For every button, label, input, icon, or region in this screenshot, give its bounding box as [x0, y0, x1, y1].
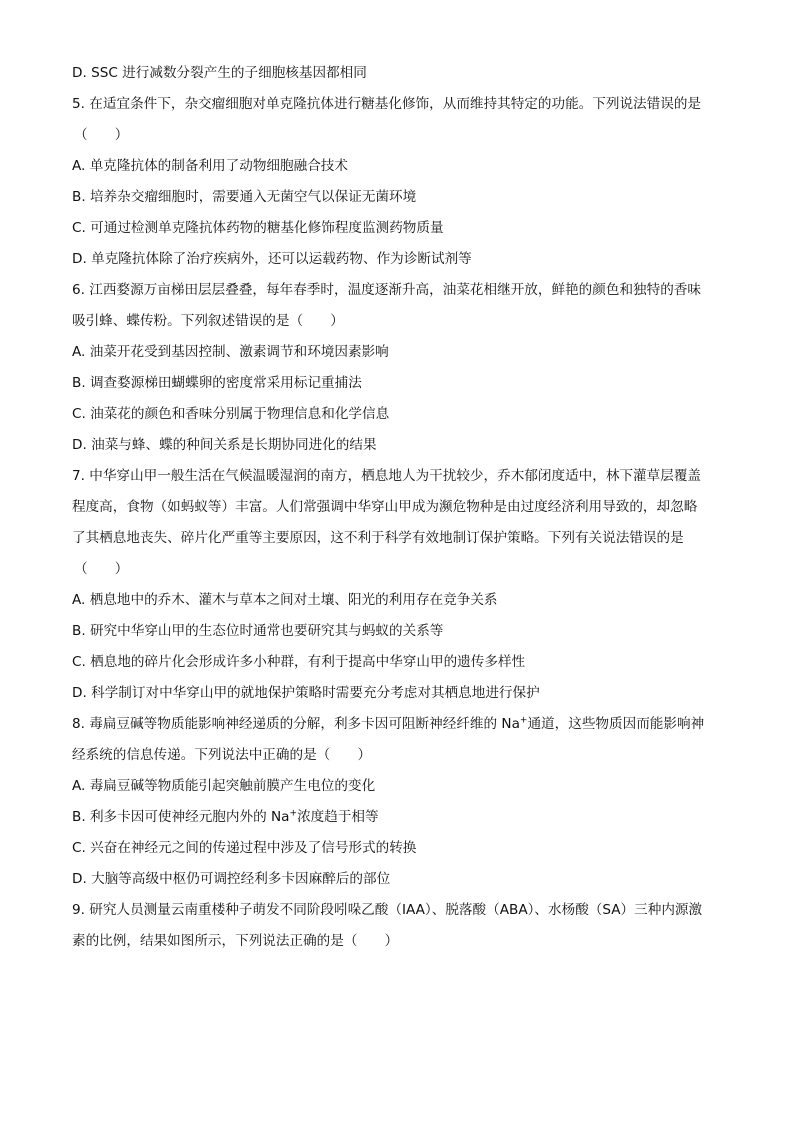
- question-5: [72, 89, 724, 275]
- q7-stem-line-3: 了其栖息地丧失、碎片化严重等主要原因，这不利于科学有效地制订保护策略。下列有关说法错误的是: [72, 530, 684, 546]
- q6-option-d: D. 油菜与蜂、蝶的种间关系是长期协同进化的结果: [72, 437, 377, 453]
- q6-option-a: A. 油菜开花受到基因控制、激素调节和环境因素影响: [72, 344, 389, 360]
- q5-answer-bracket: （ ）: [74, 127, 129, 143]
- q5-option-c: C. 可通过检测单克隆抗体药物的糖基化修饰程度监测药物质量: [72, 220, 444, 236]
- q8-na-superscript: +: [519, 715, 528, 726]
- q5-stem-line-1: 5. 在适宜条件下，杂交瘤细胞对单克隆抗体进行糖基化修饰，从而维持其特定的功能。下列说法错误的是: [72, 96, 702, 112]
- q8-stem-part-1: 8. 毒扁豆碱等物质能影响神经递质的分解，利多卡因可阻断神经纤维的 Na: [72, 716, 520, 732]
- q6-option-c: C. 油菜花的颜色和香味分别属于物理信息和化学信息: [72, 406, 390, 422]
- q8-option-b-superscript: +: [289, 808, 298, 819]
- q8-stem-line-2: 经系统的信息传递。下列说法中正确的是（ ）: [72, 747, 372, 763]
- q8-stem-line-1: [72, 709, 724, 740]
- q8-stem-part-2: 通道，这些物质因而能影响神: [527, 716, 705, 732]
- q7-stem-line-2: 程度高，食物（如蚂蚁等）丰富。人们常强调中华穿山甲成为濒危物种是由过度经济利用导致的，却忽略: [72, 499, 698, 515]
- q7-option-d: D. 科学制订对中华穿山甲的就地保护策略时需要充分考虑对其栖息地进行保护: [72, 685, 540, 701]
- q8-option-c: C. 兴奋在神经元之间的传递过程中涉及了信号形式的转换: [72, 840, 417, 856]
- question-6: [72, 275, 724, 461]
- q6-option-b: B. 调查婺源梯田蝴蝶卵的密度常采用标记重捕法: [72, 375, 362, 391]
- q8-option-d: D. 大脑等高级中枢仍可调控经利多卡因麻醉后的部位: [72, 871, 391, 887]
- q5-option-b: B. 培养杂交瘤细胞时，需要通入无菌空气以保证无菌环境: [72, 189, 417, 205]
- question-7: [72, 461, 724, 709]
- q8-option-b: [72, 802, 724, 833]
- q7-option-c: C. 栖息地的碎片化会形成许多小种群，有利于提高中华穿山甲的遗传多样性: [72, 654, 526, 670]
- q8-option-b-part-2: 浓度趋于相等: [297, 809, 379, 825]
- question-8: [72, 709, 724, 895]
- q6-stem-line-2: 吸引蜂、蝶传粉。下列叙述错误的是（ ）: [72, 313, 344, 329]
- q9-stem-line-2: 素的比例，结果如图所示，下列说法正确的是（ ）: [72, 933, 399, 949]
- q7-stem-line-1: 7. 中华穿山甲一般生活在气候温暖湿润的南方，栖息地人为干扰较少，乔木郁闭度适中，林下灌草层覆盖: [72, 468, 702, 484]
- question-content: [72, 58, 724, 957]
- q7-option-a: A. 栖息地中的乔木、灌木与草本之间对土壤、阳光的利用存在竞争关系: [72, 592, 498, 608]
- q8-option-a: A. 毒扁豆碱等物质能引起突触前膜产生电位的变化: [72, 778, 376, 794]
- q9-stem-line-1: 9. 研究人员测量云南重楼种子萌发不同阶段吲哚乙酸（IAA）、脱落酸（ABA）、水杨酸（SA）三种内源激: [72, 902, 703, 918]
- q5-option-d: D. 单克隆抗体除了治疗疾病外，还可以运载药物、作为诊断试剂等: [72, 251, 472, 267]
- q5-option-a: A. 单克隆抗体的制备利用了动物细胞融合技术: [72, 158, 348, 174]
- q7-option-b: B. 研究中华穿山甲的生态位时通常也要研究其与蚂蚁的关系等: [72, 623, 444, 639]
- q7-answer-bracket: （ ）: [74, 561, 129, 577]
- q4-option-d: D. SSC 进行减数分裂产生的子细胞核基因都相同: [72, 65, 367, 81]
- question-9: [72, 895, 724, 957]
- q6-stem-line-1: 6. 江西婺源万亩梯田层层叠叠，每年春季时，温度逐渐升高，油菜花相继开放，鲜艳的颜色和独特的香味: [72, 282, 702, 298]
- q8-option-b-part-1: B. 利多卡因可使神经元胞内外的 Na: [72, 809, 290, 825]
